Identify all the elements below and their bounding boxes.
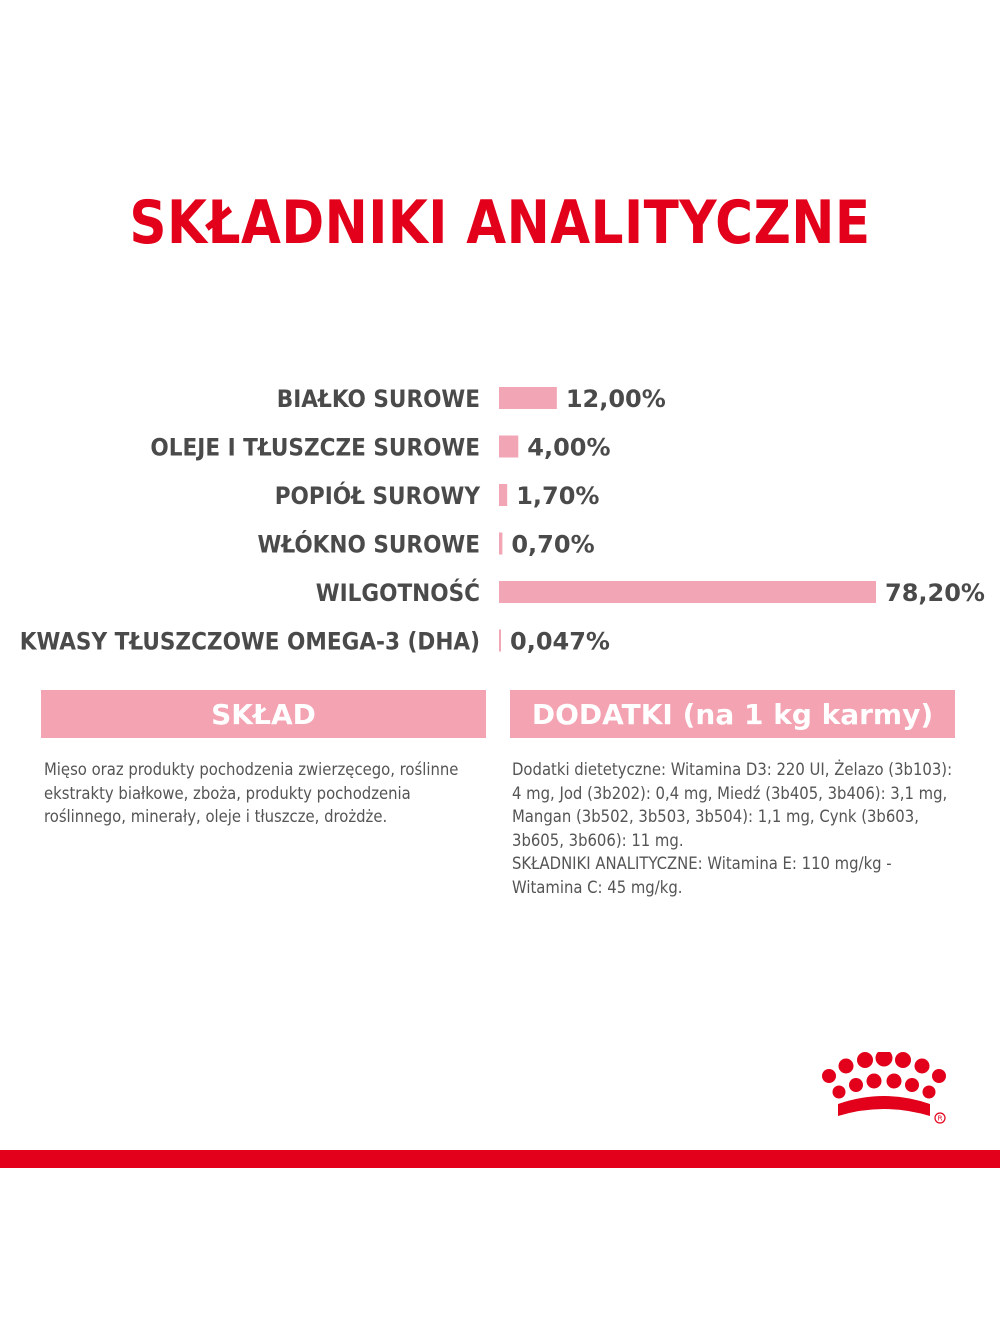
bar bbox=[499, 387, 557, 409]
bar-label: WŁÓKNO SUROWE bbox=[257, 530, 480, 559]
bar-label: KWASY TŁUSZCZOWE OMEGA-3 (DHA) bbox=[19, 627, 480, 656]
bar-value-label: 4,00% bbox=[527, 433, 611, 462]
page-title: SKŁADNIKI ANALITYCZNE bbox=[129, 188, 871, 258]
bar bbox=[499, 484, 507, 506]
bar-value-label: 0,70% bbox=[511, 530, 595, 559]
bar bbox=[499, 533, 502, 555]
bar-value-label: 0,047% bbox=[510, 627, 610, 656]
bar-value-label: 78,20% bbox=[885, 579, 985, 607]
bottom-red-rule bbox=[0, 1150, 1000, 1168]
bar-label: WILGOTNOŚĆ bbox=[315, 579, 480, 607]
crown-icon bbox=[820, 1052, 946, 1126]
dodatki-line-1: Dodatki dietetyczne: Witamina D3: 220 UI, Żelazo (3b103): 4 mg, Jod (3b202): 0,4 mg, Miedź (3b405, 3b406): 3,1 mg, Mangan (3b502, 3b503, 3b504): 1,1 mg, Cynk (3b603, 3b605, 3b606): 11 mg. bbox=[512, 760, 953, 850]
sklad-text: Mięso oraz produkty pochodzenia zwierzęcego, roślinne ekstrakty białkowe, zboża, produkty pochodzenia roślinnego, minerały, oleje i tłuszcze, drożdże. bbox=[44, 760, 459, 826]
bar bbox=[499, 630, 501, 652]
sklad-heading: SKŁAD bbox=[41, 690, 486, 738]
bar bbox=[499, 581, 876, 603]
svg-text:R: R bbox=[937, 1114, 943, 1123]
bar-label: OLEJE I TŁUSZCZE SUROWE bbox=[150, 433, 480, 462]
dodatki-text bbox=[512, 758, 957, 899]
nutrient-bar-chart bbox=[0, 370, 1000, 670]
dodatki-heading: DODATKI (na 1 kg karmy) bbox=[510, 690, 955, 738]
bar bbox=[499, 436, 518, 458]
bar-label: BIAŁKO SUROWE bbox=[276, 385, 480, 413]
bar-value-label: 12,00% bbox=[565, 385, 666, 413]
dodatki-line-2: SKŁADNIKI ANALITYCZNE: Witamina E: 110 mg/kg - Witamina C: 45 mg/kg. bbox=[512, 854, 892, 897]
bar-label: POPIÓŁ SUROWY bbox=[274, 482, 480, 510]
bar-value-label: 1,70% bbox=[516, 482, 600, 510]
